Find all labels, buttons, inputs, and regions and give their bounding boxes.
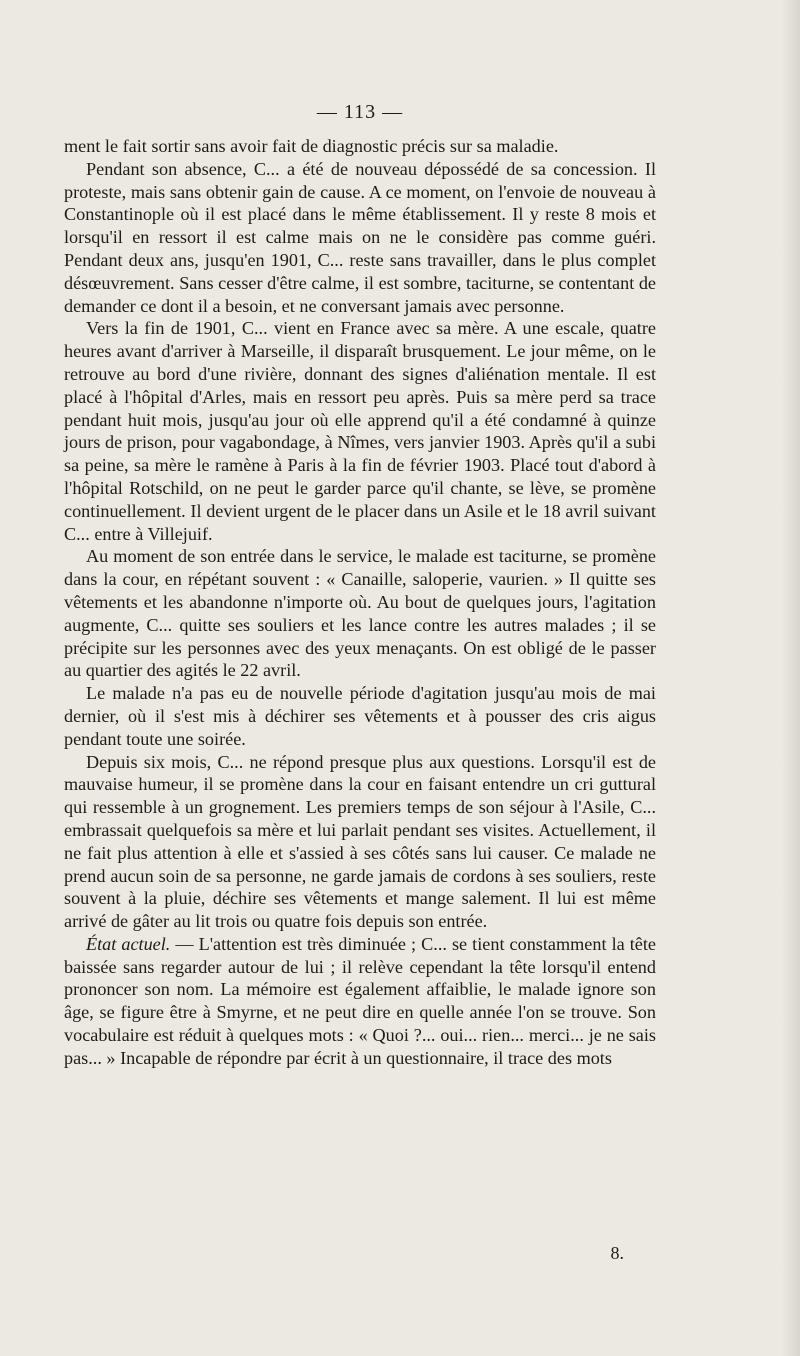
page-edge-shadow — [782, 0, 800, 1356]
signature-mark: 8. — [610, 1243, 624, 1263]
paragraph-current-state — [64, 933, 656, 1070]
book-page — [64, 95, 656, 1275]
page-number: — 113 — — [316, 101, 404, 123]
body-text — [64, 135, 656, 1070]
paragraph-continuation: ment le fait sortir sans avoir fait de diagnostic précis sur sa maladie. — [64, 136, 559, 156]
current-state-text: — L'attention est très diminuée ; C... se tient constamment la tête baissée sans regarder autour de lui ; il relève cependant la tête lorsqu'il entend prononcer son nom. La mémoire est également affaiblie, le malade ignore son âge, se figure être à Smyrne, et ne peut dire en quelle année l'on se trouve. Son vocabulaire est réduit à quelques mots : « Quoi ?... oui... rien... merci... je ne sais pas... » Incapable de répondre par écrit à un questionnaire, il trace des mots — [64, 933, 657, 1068]
paragraph-agitation: Le malade n'a pas eu de nouvelle période d'agitation jusqu'au mois de mai dernier, où il s'est mis à déchirer ses vêtements et à pousser des cris aigus pendant toute une soirée. — [64, 683, 656, 749]
section-label-etat-actuel: État actuel. — [86, 933, 171, 954]
paragraph-concession: Pendant son absence, C... a été de nouveau dépossédé de sa concession. Il proteste, mais sans obtenir gain de cause. A ce moment, on l'envoie de nouveau à Constantinople où il est placé dans le même établissement. Il y reste 8 mois et lorsqu'il en ressort il est calme mais on ne le considère pas comme guéri. Pendant deux ans, jusqu'en 1901, C... reste sans travailler, dans le plus complet désœuvrement. Sans cesser d'être calme, il est sombre, taciturne, se contentant de demander ce dont il a besoin, et ne conversant jamais avec personne. — [64, 158, 656, 316]
paragraph-france: Vers la fin de 1901, C... vient en France avec sa mère. A une escale, quatre heures avant d'arriver à Marseille, il disparaît brusquement. Le jour même, on le retrouve au bord d'une rivière, donnant des signes d'aliénation mentale. Il est placé à l'hôpital d'Arles, mais en ressort peu après. Puis sa mère perd sa trace pendant huit mois, jusqu'au jour où elle apprend qu'il a été condamné à quinze jours de prison, pour vagabondage, à Nîmes, vers janvier 1903. Après qu'il a subi sa peine, sa mère le ramène à Paris à la fin de février 1903. Placé tout d'abord à l'hôpital Rotschild, on ne peut le garder parce qu'il chante, se lève, se promène continuellement. Il devient urgent de le placer dans un Asile et le 18 avril suivant C... entre à Villejuif. — [64, 318, 656, 544]
paragraph-six-months: Depuis six mois, C... ne répond presque plus aux questions. Lorsqu'il est de mauvaise humeur, il se promène dans la cour en faisant entendre un cri guttural qui ressemble à un grognement. Les premiers temps de son séjour à l'Asile, C... embrassait quelquefois sa mère et lui parlait pendant ses visites. Actuellement, il ne fait plus attention à elle et s'assied à ses côtés sans lui causer. Ce malade ne prend aucun soin de sa personne, ne garde jamais de cordons à ses souliers, reste souvent à la pluie, déchire ses vêtements et mange salement. Il lui est même arrivé de gâter au lit trois ou quatre fois depuis son entrée. — [64, 751, 656, 932]
paragraph-admission: Au moment de son entrée dans le service, le malade est taciturne, se promène dans la cour, en répétant souvent : « Canaille, saloperie, vaurien. » Il quitte ses vêtements et les abandonne n'importe où. Au bout de quelques jours, l'agitation augmente, C... quitte ses souliers et les lance contre les autres malades ; il se précipite sur les personnes avec des yeux menaçants. On est obligé de le passer au quartier des agités le 22 avril. — [64, 546, 656, 681]
